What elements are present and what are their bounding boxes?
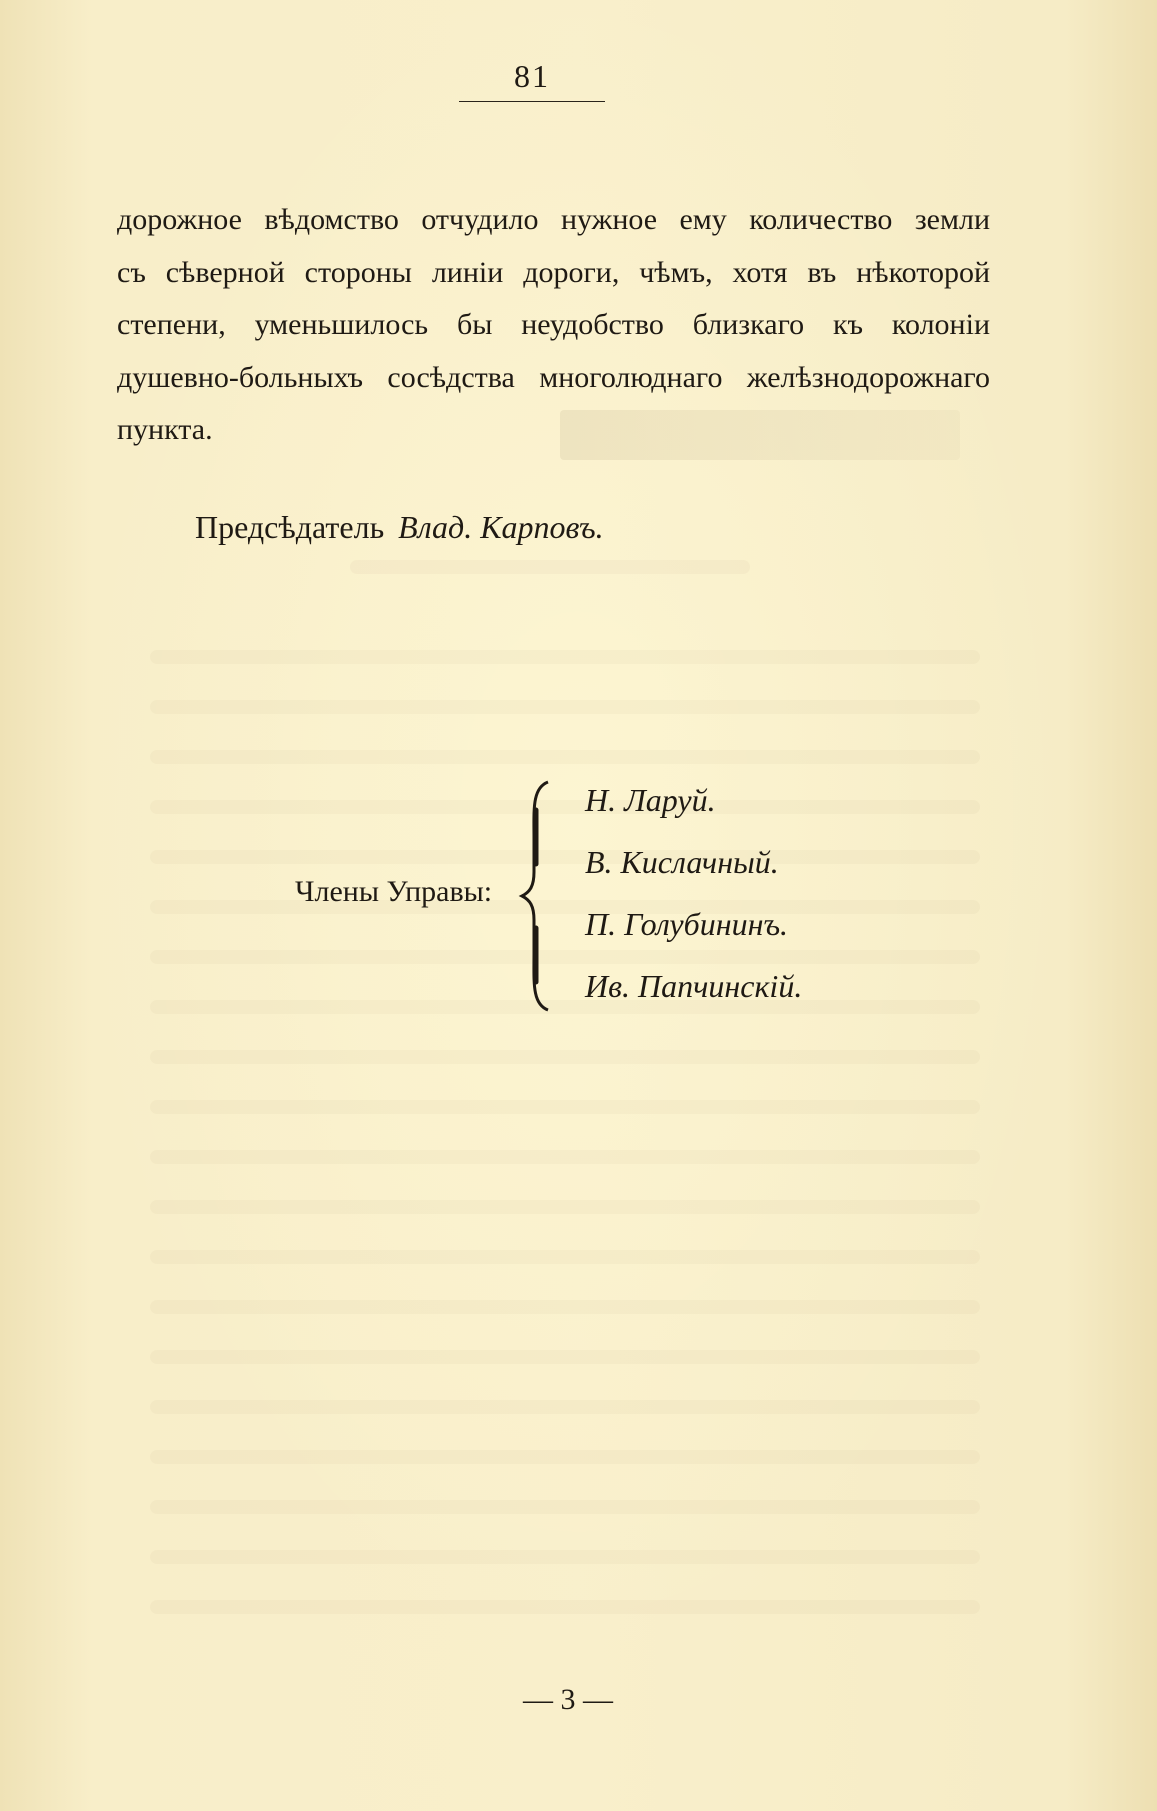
bleed-through-line — [150, 1500, 980, 1514]
bleed-through-line — [150, 900, 980, 914]
board-members-list — [585, 776, 802, 1024]
board-members-label: Члены Управы: — [295, 875, 493, 908]
signature-name: Влад. Карповъ. — [398, 509, 604, 545]
bleed-through-line — [150, 1100, 980, 1114]
list-item: П. Голубининъ. — [585, 906, 789, 942]
list-item: Ив. Папчинскій. — [585, 968, 803, 1004]
bleed-through-line — [150, 1200, 980, 1214]
header-rule — [459, 101, 605, 102]
bleed-through-line — [150, 1150, 980, 1164]
bleed-through-line — [350, 560, 750, 574]
bleed-through-line — [150, 850, 980, 864]
bleed-through-line — [150, 1300, 980, 1314]
paragraph-line: душевно-больныхъ сосѣдства многолюднаго желѣзнодорожнаго — [117, 360, 990, 394]
bleed-through-line — [150, 1350, 980, 1364]
curly-brace-icon — [518, 780, 562, 1012]
bleed-through-line — [150, 1600, 980, 1614]
bleed-through-line — [150, 750, 980, 764]
bleed-through-line — [150, 1000, 980, 1014]
paragraph-line: дорожное вѣдомство отчудило нужное ему количество земли — [117, 203, 990, 236]
bleed-through-line — [150, 1050, 980, 1064]
bleed-through-line — [150, 800, 980, 814]
list-item: Н. Ларуй. — [585, 782, 716, 818]
chairman-signature — [195, 503, 604, 551]
paragraph-line: съ сѣверной стороны линіи дороги, чѣмъ, хотя въ нѣкоторой — [117, 255, 990, 289]
bleed-through-line — [150, 700, 980, 714]
signature-marker: — 3 — — [523, 1683, 613, 1716]
page-number: 81 — [514, 58, 550, 94]
list-item: В. Кислачный. — [585, 844, 779, 880]
bleed-through-line — [150, 1400, 980, 1414]
bleed-through-line — [150, 1450, 980, 1464]
bleed-through-line — [150, 1550, 980, 1564]
bleed-through-line — [150, 1250, 980, 1264]
signature-title: Предсѣдатель — [195, 509, 385, 545]
bleed-through-line — [150, 650, 980, 664]
paragraph-line: степени, уменьшилось бы неудобство близкаго къ колоніи — [117, 308, 990, 341]
paragraph-line: пункта. — [117, 413, 213, 446]
body-paragraph — [117, 194, 990, 457]
bleed-through-line — [150, 950, 980, 964]
